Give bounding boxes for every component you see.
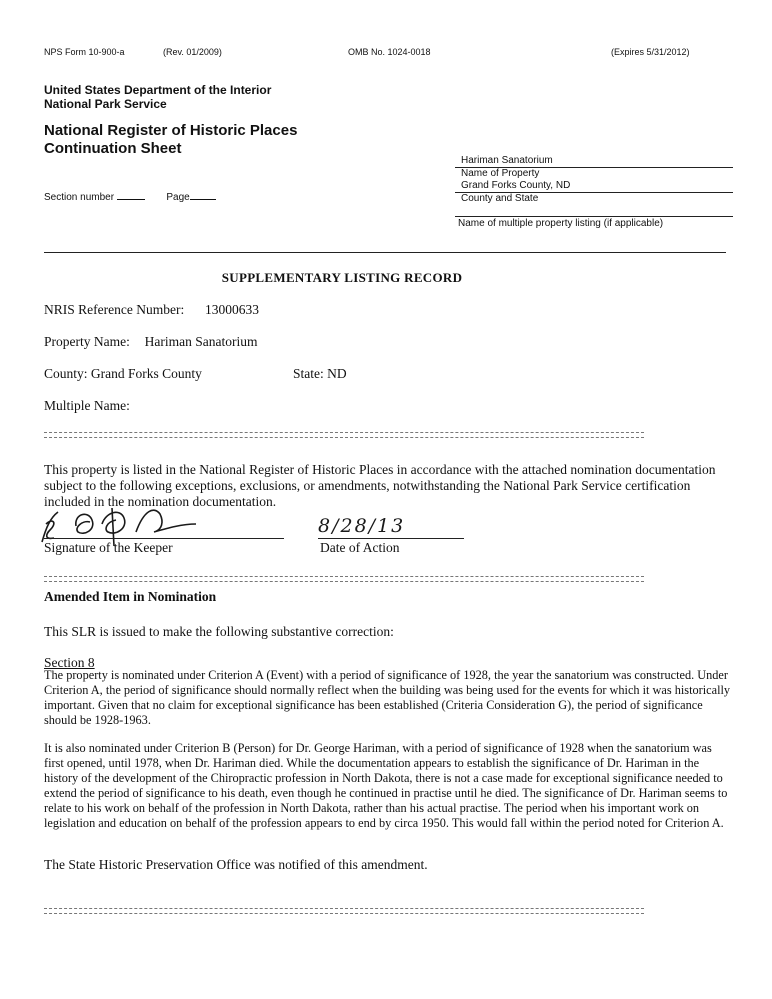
- state-value: ND: [327, 366, 347, 381]
- slr-title: SUPPLEMENTARY LISTING RECORD: [221, 270, 463, 285]
- omb-number: OMB No. 1024-0018: [348, 47, 431, 57]
- page-label: Page: [166, 192, 190, 203]
- amended-heading: Amended Item in Nomination: [44, 589, 217, 604]
- county-state-value: Grand Forks County, ND: [461, 180, 571, 191]
- continuation-sheet-title: Continuation Sheet: [44, 140, 182, 157]
- form-number: NPS Form 10-900-a: [44, 47, 125, 57]
- separator-dashed-3: [44, 908, 644, 914]
- nris-value: 13000633: [204, 302, 259, 317]
- state-field: [293, 366, 347, 382]
- section-number-label: Section number: [44, 192, 115, 203]
- property-label: Property Name:: [44, 334, 130, 349]
- property-name-value: Hariman Sanatorium: [461, 155, 553, 166]
- separator-dashed-2: [44, 576, 644, 582]
- county-state-caption: County and State: [461, 193, 539, 204]
- shpo-notified-statement: The State Historic Preservation Office was notified of this amendment.: [44, 857, 428, 872]
- county-field: [44, 366, 202, 382]
- sheet-title-block: [44, 122, 297, 158]
- date-of-action-line: [318, 538, 464, 539]
- keeper-signature-label: Signature of the Keeper: [44, 540, 173, 555]
- property-value: Hariman Sanatorium: [144, 334, 258, 349]
- state-label: State:: [293, 366, 324, 381]
- separator-dashed-1: [44, 432, 644, 438]
- agency-block: [44, 83, 271, 111]
- header-divider: [44, 252, 726, 253]
- section-8-heading: Section 8: [44, 655, 95, 670]
- register-title: National Register of Historic Places: [44, 122, 298, 139]
- action-date-handwritten: 8/28/13: [318, 515, 406, 537]
- section-8-paragraph-2: It is also nominated under Criterion B (Person) for Dr. George Hariman, with a period of significance of 1928 when the sanatorium was first opened, until 1978, when Dr. Hariman died. While the documentation appears to establish the significance of Dr. Hariman in the history of the development of the Chiropractic profession in North Dakota, there is not a case made for exceptional significance needed to extend the period of significance to his death, even though he continued in practise until he died. The significance of Dr. Hariman seems to relate to his work on behalf of the profession in North Dakota, rather than his actual practise. The period when his important work on legislation and education on behalf of the profession appears to end by circa 1950. This would fall within the period noted for Criterion A.: [44, 741, 728, 830]
- service-name: National Park Service: [44, 97, 167, 111]
- section-8-paragraph-1: The property is nominated under Criterion A (Event) with a period of significance of 1928, the year the sanatorium was constructed. Under Criterion A, the period of significance should normally reflect when the building was being used for the events for which it was historically important. Given that no claim for exceptional significance has been established (Criteria Consideration G), the period of significance should be 1928-1963.: [44, 668, 731, 727]
- property-name-caption: Name of Property: [461, 168, 540, 179]
- nris-field: [44, 302, 259, 318]
- page-blank: [190, 199, 216, 200]
- property-field: [44, 334, 257, 350]
- section-page-line: [44, 192, 216, 203]
- date-of-action-label: Date of Action: [320, 540, 400, 555]
- county-label: County:: [44, 366, 88, 381]
- nris-label: NRIS Reference Number:: [44, 302, 185, 317]
- section-number-blank: [117, 199, 145, 200]
- form-expiration: (Expires 5/31/2012): [611, 47, 690, 57]
- keeper-signature-line: [44, 538, 284, 539]
- form-revision: (Rev. 01/2009): [163, 47, 222, 57]
- amended-intro: This SLR is issued to make the following substantive correction:: [44, 624, 394, 639]
- county-value: Grand Forks County: [90, 366, 202, 381]
- listing-statement: This property is listed in the National Register of Historic Places in accordance with the attached nomination documentation subject to the following exceptions, exclusions, or amendments, notwithstanding the National Park Service certification included in the nomination documentation.: [44, 462, 716, 509]
- department-name: United States Department of the Interior: [44, 83, 272, 97]
- multiple-listing-line: [455, 216, 733, 217]
- multiple-listing-caption: Name of multiple property listing (if applicable): [458, 218, 664, 229]
- multiple-name-label: Multiple Name:: [44, 398, 130, 413]
